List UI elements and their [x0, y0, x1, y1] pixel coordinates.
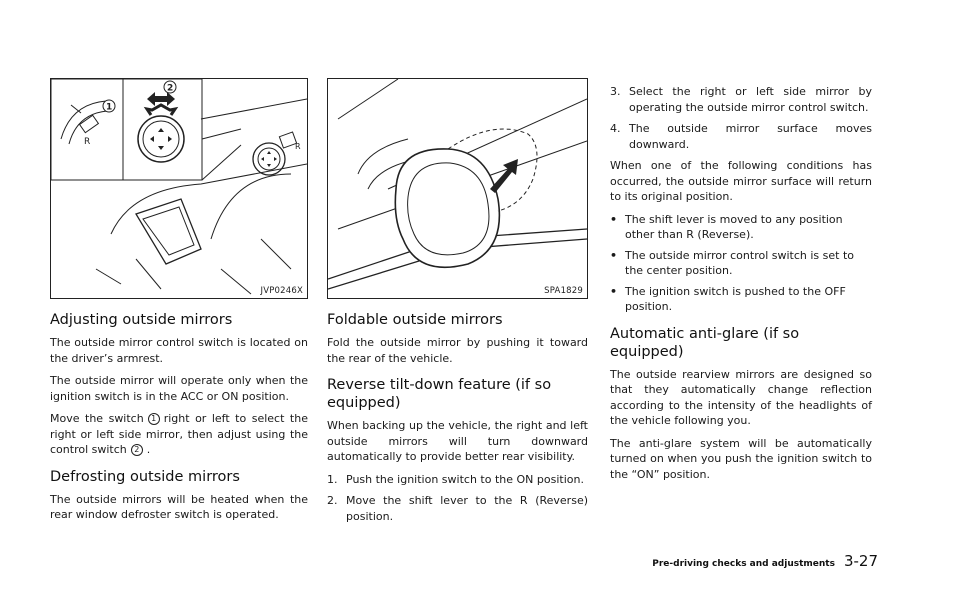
step-number: 2. [327, 494, 338, 507]
step-text: Select the right or left side mirror by operating the outside mirror control switch. [629, 85, 872, 114]
paragraph: The outside mirror will operate only when the ignition switch is in the ACC or ON position. [50, 374, 308, 403]
paragraph: The outside mirrors will be heated when the rear window defroster switch is operated. [50, 492, 308, 521]
switch-letter: R [295, 142, 301, 151]
figure-id: JVP0246X [260, 286, 303, 296]
step-item [610, 84, 872, 115]
paragraph: Fold the outside mirror by pushing it toward the rear of the vehicle. [327, 336, 588, 365]
bullet-glyph: • [610, 212, 618, 226]
text-fragment: right or left to select the right or left side mirror, then adjust using the control switch [50, 412, 308, 456]
text-fragment: . [146, 443, 151, 456]
mirror-switch-figure [50, 78, 308, 299]
mirror-switch-illustration [51, 79, 307, 298]
paragraph: The outside mirror control switch is located on the driver’s armrest. [50, 336, 308, 365]
bullet-item [610, 212, 872, 243]
paragraph: When one of the following conditions has occurred, the outside mirror surface will return to its original position. [610, 159, 872, 203]
heading-adjusting-mirrors: Adjusting outside mirrors [50, 312, 233, 328]
bullet-glyph: • [610, 248, 618, 262]
foldable-mirror-figure [327, 78, 588, 299]
column-right [610, 84, 872, 489]
page-number: 3-27 [843, 552, 878, 570]
callout-1-symbol: 1 [148, 413, 160, 425]
callout-2-symbol: 2 [131, 444, 143, 456]
bullet-item [610, 248, 872, 279]
paragraph: The anti-glare system will be automatically turned on when you push the ignition switch to the “ON” position. [610, 436, 872, 481]
step-number: 3. [610, 85, 621, 98]
text-fragment: Move the switch [50, 412, 144, 425]
footer-section-title: Pre-driving checks and adjustments [652, 559, 835, 569]
step-text: Push the ignition switch to the ON position. [346, 472, 584, 486]
callout-1-label: 1 [106, 102, 113, 113]
step-item [327, 493, 588, 524]
column-middle [327, 78, 588, 530]
bullet-text: The shift lever is moved to any position other than R (Reverse). [625, 212, 843, 241]
callout-2-label: 2 [167, 83, 174, 94]
page-footer [652, 552, 878, 570]
step-item [327, 472, 588, 488]
step-text: Move the shift lever to the R (Reverse) position. [346, 494, 588, 523]
paragraph-switch-instructions [50, 411, 308, 458]
svg-text:R: R [84, 137, 91, 147]
heading-foldable-mirrors: Foldable outside mirrors [327, 312, 503, 328]
step-number: 1. [327, 472, 338, 486]
figure-id: SPA1829 [544, 286, 583, 296]
paragraph: When backing up the vehicle, the right and left outside mirrors will turn downward automatically to provide better rear visibility. [327, 419, 588, 463]
step-text: The outside mirror surface moves downward. [629, 122, 872, 151]
foldable-mirror-illustration [328, 79, 587, 298]
bullet-text: The ignition switch is pushed to the OFF position. [625, 284, 846, 313]
heading-defrosting-mirrors: Defrosting outside mirrors [50, 468, 240, 485]
bullet-glyph: • [610, 284, 618, 298]
bullet-item [610, 284, 872, 315]
heading-reverse-tilt-down: Reverse tilt-down feature (if so equipped) [327, 377, 552, 411]
paragraph: The outside rearview mirrors are designed so that they automatically change reflection according to the intensity of the headlights of the vehicle following you. [610, 367, 872, 427]
column-left [50, 78, 308, 530]
step-item [610, 121, 872, 152]
heading-automatic-anti-glare: Automatic anti-glare (if so equipped) [610, 325, 800, 360]
step-number: 4. [610, 122, 621, 135]
bullet-text: The outside mirror control switch is set to the center position. [625, 248, 855, 277]
